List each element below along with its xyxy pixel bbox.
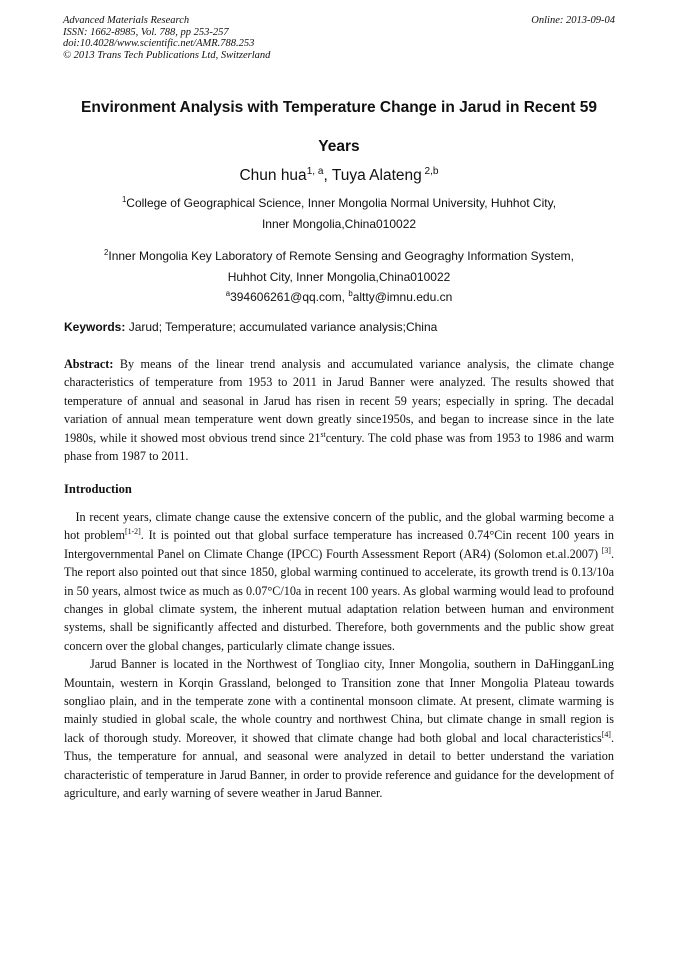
intro-p1-b: . It is pointed out that global surface temperature has increased 0.74°Cin recent 100 years in Intergovernmental Panel on Climate Change (IPCC) Fourth Assessment Report (AR4) (Solomon et.al.2007) xyxy=(64,528,614,561)
doi-line: doi:10.4028/www.scientific.net/AMR.788.253 xyxy=(63,38,255,49)
citation-4[interactable]: [4] xyxy=(601,729,611,739)
intro-p1-c: . The report also pointed out that since 1850, global warming continued to accelerate, its growth trend is 0.13/10a in 50 years, almost twice as much as 0.07°C/10a in recent 100 years. As global warming would lead to profound changes in global climate system, the inherent mutual adaptation relation between human and environment systems, shall be significantly affected and disturbed. Therefore, both governments and the public show great concern over the global changes, particularly climate change issues. xyxy=(64,546,614,653)
aff1-sup: 1 xyxy=(121,195,127,204)
aff1-line-1: College of Geographical Science, Inner Mongolia Normal University, Huhhot City, xyxy=(126,196,557,210)
paper-title xyxy=(40,88,638,166)
author-1-sup: 1, a xyxy=(306,165,324,177)
author-2-sup: 2,b xyxy=(421,165,439,177)
email-b[interactable]: altty@imnu.edu.cn xyxy=(352,290,453,304)
title-line-1: Environment Analysis with Temperature Change in Jarud in Recent 59 xyxy=(81,99,597,116)
copyright-line: © 2013 Trans Tech Publications Ltd, Switzerland xyxy=(63,49,271,61)
keywords-text: Jarud; Temperature; accumulated variance analysis;China xyxy=(125,320,438,334)
author-1: Chun hua xyxy=(239,167,307,184)
intro-p2-a: Jarud Banner is located in the Northwest of Tongliao city, Inner Mongolia, southern in DaHingganLing Mountain, western in Korqin Grassland, belonged to Transition zone that Inner Mongolia Plateau towards songliao plain, and in the temperate zone with a continental monsoon climate. At present, climate warming is mainly studied in global scale, the whole country and northwest China, but climate change in small region is lack of thorough study. Moreover, it showed that climate change had both global and local characteristics xyxy=(64,657,614,745)
title-line-2: Years xyxy=(318,138,360,155)
journal-name: Advanced Materials Research xyxy=(63,15,190,26)
email-a-sup: a xyxy=(225,289,231,298)
citation-1-2[interactable]: [1-2] xyxy=(124,527,141,537)
author-separator: , xyxy=(323,167,332,184)
email-a[interactable]: 394606261@qq.com, xyxy=(230,290,349,304)
aff2-line-1: Inner Mongolia Key Laboratory of Remote Sensing and Geograghy Information System, xyxy=(108,249,574,263)
keywords xyxy=(64,319,616,335)
online-date: Online: 2013-09-04 xyxy=(531,15,615,26)
abstract-text-2: century. The cold phase was from 1953 to 1986 and warm phase from 1987 to 2011. xyxy=(64,430,614,464)
author-2: Tuya Alateng xyxy=(331,167,422,184)
intro-paragraph-2 xyxy=(64,655,614,802)
abstract-text-1: By means of the linear trend analysis and accumulated variance analysis, the climate change characteristics of temperature from 1953 to 2011 in Jarud Banner were analyzed. The results showed that temperature of annual and seasonal in Jarud has risen in recent 59 years; especially in spring. The decadal variation of annual mean temperature went down greatly since1950s, and began to increase since in the late 1980s, while it showed most obvious trend since 21 xyxy=(64,357,614,445)
aff1-line-2: Inner Mongolia,China010022 xyxy=(261,216,417,231)
intro-p1-a: In recent years, climate change cause the extensive concern of the public, and the global warming become a hot problem xyxy=(64,510,615,543)
email-line xyxy=(40,287,638,308)
email-b-sup: b xyxy=(348,289,353,298)
citation-3[interactable]: [3] xyxy=(601,545,611,555)
affiliation-1 xyxy=(40,193,638,234)
intro-paragraph-1 xyxy=(64,508,614,655)
abstract xyxy=(64,355,614,465)
author-line xyxy=(40,166,638,186)
journal-header xyxy=(63,15,615,61)
aff2-sup: 2 xyxy=(104,248,109,257)
issn-line: ISSN: 1662-8985, Vol. 788, pp 253-257 xyxy=(63,26,229,38)
abstract-sup: st xyxy=(320,429,326,439)
intro-p2-b: . Thus, the temperature for annual, and seasonal were analyzed in detail to better understand the variation characteristic of temperature in Jarud Banner, in order to provide reference and guidance for the development of agriculture, and early warning of severe weather in Jarud Banner. xyxy=(64,730,614,801)
abstract-label: Abstract: xyxy=(64,357,114,371)
aff2-line-2: Huhhot City, Inner Mongolia,China010022 xyxy=(227,269,451,284)
affiliation-2 xyxy=(40,246,638,308)
keywords-label: Keywords: xyxy=(64,320,126,334)
introduction-heading: Introduction xyxy=(64,482,132,496)
introduction-body xyxy=(64,508,614,803)
